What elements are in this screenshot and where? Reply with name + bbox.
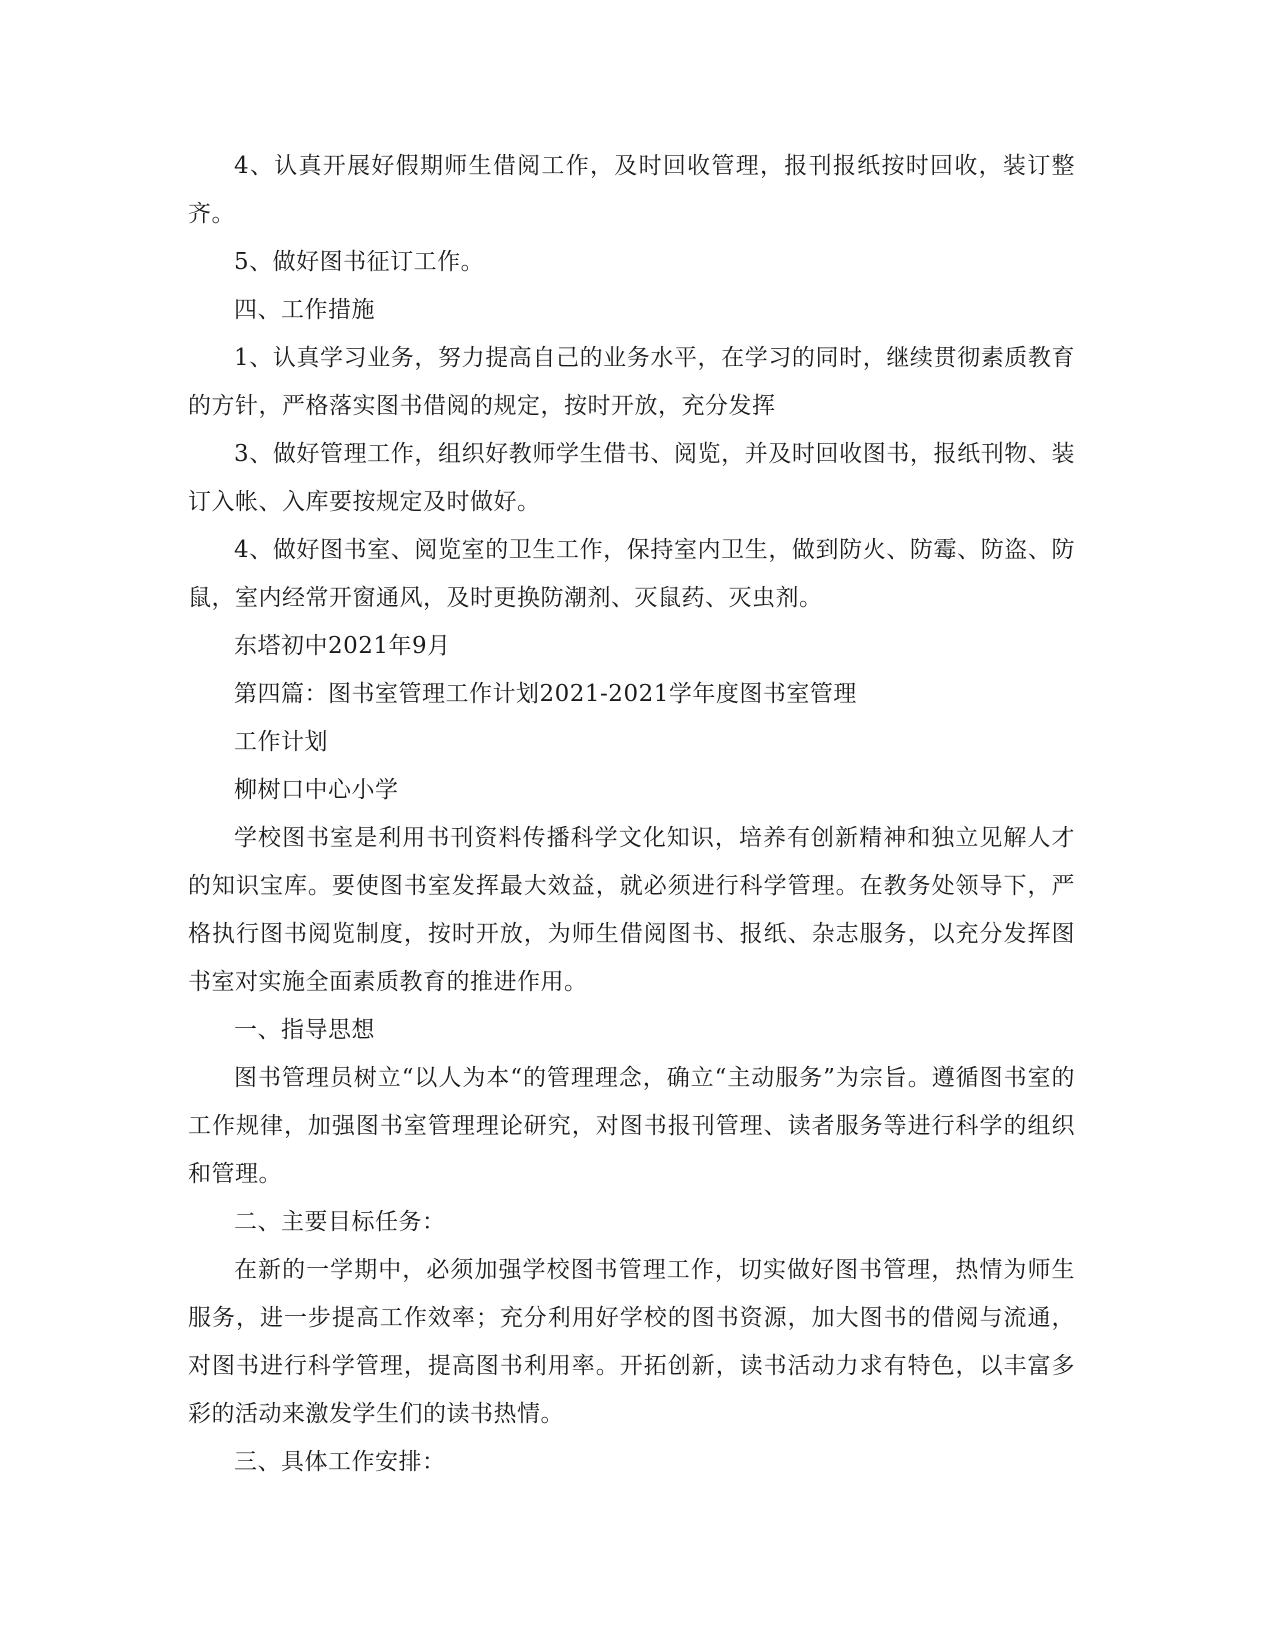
paragraph-hygiene-work: 4、做好图书室、阅览室的卫生工作，保持室内卫生，做到防火、防霉、防盗、防鼠，室内经常开窗通风，及时更换防潮剂、灭鼠药、灭虫剂。 bbox=[188, 537, 1075, 611]
paragraph-management-work: 3、做好管理工作，组织好教师学生借书、阅览，并及时回收图书，报纸刊物、装订入帐、入库要按规定及时做好。 bbox=[188, 441, 1075, 515]
chapter-title: 第四篇：图书室管理工作计划2021-2021学年度图书室管理 bbox=[234, 681, 857, 707]
paragraph-book-ordering: 5、做好图书征订工作。 bbox=[234, 249, 485, 275]
paragraph-study-business: 1、认真学习业务，努力提高自己的业务水平，在学习的同时，继续贯彻素质教育的方针，严格落实图书借阅的规定，按时开放，充分发挥 bbox=[188, 345, 1075, 419]
section-heading-guiding-idea: 一、指导思想 bbox=[234, 1017, 375, 1043]
paragraph-intro: 学校图书室是利用书刊资料传播科学文化知识，培养有创新精神和独立见解人才的知识宝库。要使图书室发挥最大效益，就必须进行科学管理。在教务处领导下，严格执行图书阅览制度，按时开放，为师生借阅图书、报纸、杂志服务，以充分发挥图书室对实施全面素质教育的推进作用。 bbox=[188, 825, 1075, 995]
signature-date: 东塔初中2021年9月 bbox=[234, 633, 451, 659]
paragraph-goals: 在新的一学期中，必须加强学校图书管理工作，切实做好图书管理，热情为师生服务，进一步提高工作效率；充分利用好学校的图书资源，加大图书的借阅与流通，对图书进行科学管理，提高图书利用率。开拓创新，读书活动力求有特色，以丰富多彩的活动来激发学生们的读书热情。 bbox=[188, 1257, 1075, 1427]
paragraph-guiding-idea: 图书管理员树立“以人为本“的管理理念，确立“主动服务”为宗旨。遵循图书室的工作规律，加强图书室管理理论研究，对图书报刊管理、读者服务等进行科学的组织和管理。 bbox=[188, 1065, 1075, 1187]
paragraph-borrowing-holiday: 4、认真开展好假期师生借阅工作，及时回收管理，报刊报纸按时回收，装订整齐。 bbox=[188, 153, 1075, 227]
section-heading-measures: 四、工作措施 bbox=[234, 297, 375, 323]
school-name: 柳树口中心小学 bbox=[234, 777, 399, 803]
section-heading-goals: 二、主要目标任务： bbox=[234, 1209, 446, 1235]
section-heading-arrangements: 三、具体工作安排： bbox=[234, 1449, 446, 1475]
chapter-subtitle: 工作计划 bbox=[234, 729, 328, 755]
